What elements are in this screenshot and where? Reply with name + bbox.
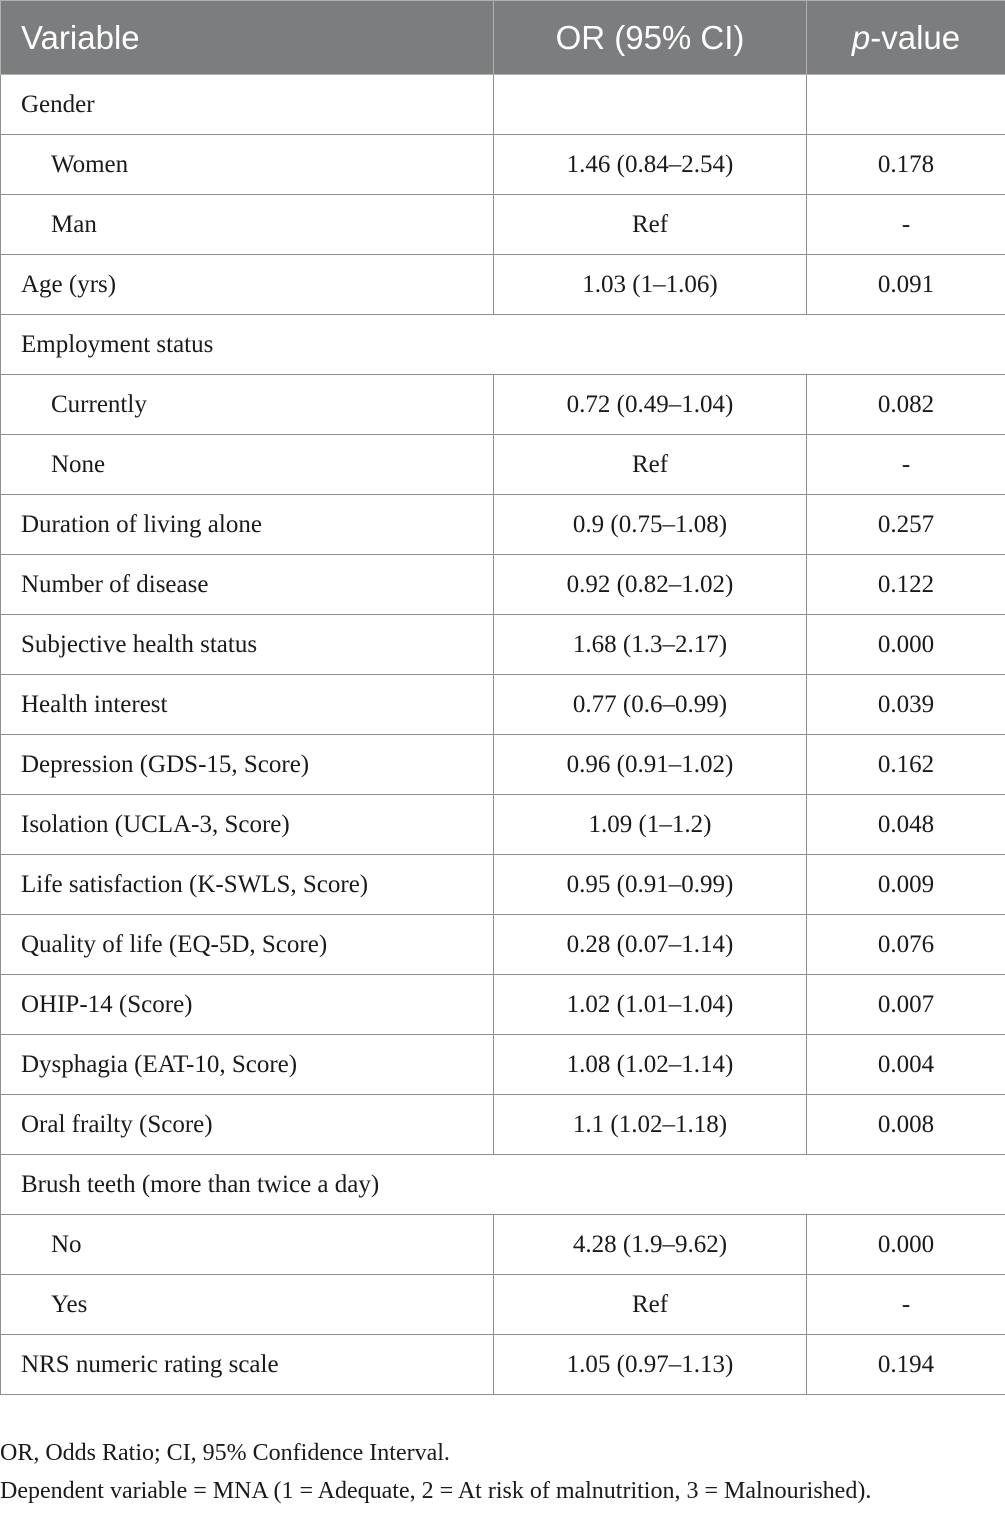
row-variable-label: Number of disease [1, 555, 494, 615]
row-or-ci: 0.77 (0.6–0.99) [494, 675, 807, 735]
row-variable-label: Oral frailty (Score) [1, 1095, 494, 1155]
row-p-value: 0.000 [807, 615, 1005, 675]
row-variable-label: OHIP-14 (Score) [1, 975, 494, 1035]
table-row [1, 855, 1005, 915]
row-or-ci: 1.08 (1.02–1.14) [494, 1035, 807, 1095]
table-footnotes [0, 1434, 1005, 1510]
footnote-abbreviations: OR, Odds Ratio; CI, 95% Confidence Interval. [0, 1440, 450, 1466]
table-row [1, 795, 1005, 855]
table-row [1, 555, 1005, 615]
row-p-value: - [807, 195, 1005, 255]
row-or-ci: 0.96 (0.91–1.02) [494, 735, 807, 795]
row-p-value: 0.091 [807, 255, 1005, 315]
row-or-ci: 1.46 (0.84–2.54) [494, 135, 807, 195]
row-or-ci: 0.9 (0.75–1.08) [494, 495, 807, 555]
row-variable-label: No [1, 1215, 494, 1275]
table-row [1, 675, 1005, 735]
row-variable-label: Gender [1, 75, 494, 135]
row-variable-label: Health interest [1, 675, 494, 735]
row-or-ci: 1.03 (1–1.06) [494, 255, 807, 315]
row-p-value: 0.082 [807, 375, 1005, 435]
table-row [1, 195, 1005, 255]
row-p-value: 0.162 [807, 735, 1005, 795]
row-variable-label: Dysphagia (EAT-10, Score) [1, 1035, 494, 1095]
row-p-value: 0.008 [807, 1095, 1005, 1155]
row-p-value: 0.000 [807, 1215, 1005, 1275]
row-variable-label: Isolation (UCLA-3, Score) [1, 795, 494, 855]
footnote-dependent-variable: Dependent variable = MNA (1 = Adequate, 2 = At risk of malnutrition, 3 = Malnourished). [0, 1478, 872, 1504]
row-p-value: 0.009 [807, 855, 1005, 915]
row-p-value: 0.122 [807, 555, 1005, 615]
table-row [1, 735, 1005, 795]
table-row [1, 1215, 1005, 1275]
row-variable-label: Life satisfaction (K-SWLS, Score) [1, 855, 494, 915]
row-p-value: 0.007 [807, 975, 1005, 1035]
table-row [1, 1275, 1005, 1335]
row-or-ci: 1.05 (0.97–1.13) [494, 1335, 807, 1395]
row-p-value [807, 75, 1005, 135]
table-row [1, 435, 1005, 495]
row-variable-label: Employment status [1, 315, 1005, 375]
table-row [1, 255, 1005, 315]
row-p-value: 0.039 [807, 675, 1005, 735]
table-row [1, 135, 1005, 195]
row-variable-label: Yes [1, 1275, 494, 1335]
header-or-ci: OR (95% CI) [494, 1, 807, 75]
row-p-value: 0.076 [807, 915, 1005, 975]
row-or-ci: 1.1 (1.02–1.18) [494, 1095, 807, 1155]
table-row [1, 1335, 1005, 1395]
row-variable-label: Quality of life (EQ-5D, Score) [1, 915, 494, 975]
row-p-value: - [807, 435, 1005, 495]
row-p-value: 0.004 [807, 1035, 1005, 1095]
header-p-rest: -value [870, 18, 961, 56]
row-p-value: 0.048 [807, 795, 1005, 855]
header-p-value [807, 1, 1005, 75]
row-variable-label: Women [1, 135, 494, 195]
table-row [1, 1095, 1005, 1155]
table-header [1, 1, 1005, 75]
row-variable-label: NRS numeric rating scale [1, 1335, 494, 1395]
header-row [1, 1, 1005, 75]
row-or-ci: 0.95 (0.91–0.99) [494, 855, 807, 915]
row-variable-label: Depression (GDS-15, Score) [1, 735, 494, 795]
table-row [1, 1035, 1005, 1095]
row-or-ci: 0.72 (0.49–1.04) [494, 375, 807, 435]
table-row [1, 615, 1005, 675]
row-or-ci: 1.02 (1.01–1.04) [494, 975, 807, 1035]
row-or-ci: Ref [494, 195, 807, 255]
row-variable-label: Brush teeth (more than twice a day) [1, 1155, 1005, 1215]
row-p-value: 0.178 [807, 135, 1005, 195]
table-row [1, 375, 1005, 435]
row-or-ci: 0.92 (0.82–1.02) [494, 555, 807, 615]
row-variable-label: Subjective health status [1, 615, 494, 675]
row-variable-label: Currently [1, 375, 494, 435]
row-variable-label: Age (yrs) [1, 255, 494, 315]
row-variable-label: Duration of living alone [1, 495, 494, 555]
row-or-ci: 4.28 (1.9–9.62) [494, 1215, 807, 1275]
row-p-value: 0.194 [807, 1335, 1005, 1395]
row-or-ci: Ref [494, 1275, 807, 1335]
table-row [1, 75, 1005, 135]
row-variable-label: Man [1, 195, 494, 255]
row-variable-label: None [1, 435, 494, 495]
row-or-ci [494, 75, 807, 135]
table-row [1, 495, 1005, 555]
row-p-value: - [807, 1275, 1005, 1335]
table-body [1, 75, 1005, 1395]
row-or-ci: Ref [494, 435, 807, 495]
row-or-ci: 0.28 (0.07–1.14) [494, 915, 807, 975]
row-or-ci: 1.09 (1–1.2) [494, 795, 807, 855]
header-p-italic: p [851, 18, 871, 56]
row-p-value: 0.257 [807, 495, 1005, 555]
table-row [1, 975, 1005, 1035]
header-variable: Variable [1, 1, 494, 75]
table-row [1, 315, 1005, 375]
table-row [1, 915, 1005, 975]
table-row [1, 1155, 1005, 1215]
row-or-ci: 1.68 (1.3–2.17) [494, 615, 807, 675]
